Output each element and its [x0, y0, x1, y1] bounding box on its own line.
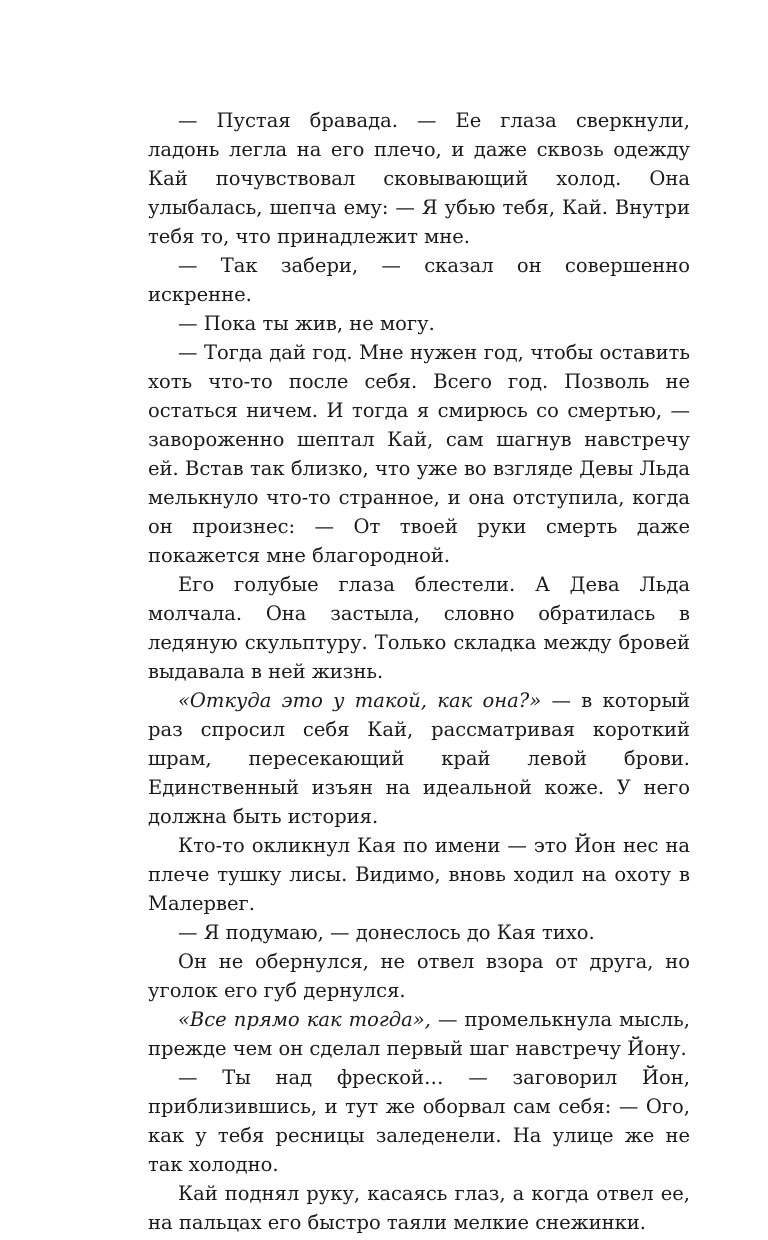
paragraph — [148, 918, 690, 947]
paragraph-text: — Я подумаю, — донеслось до Кая тихо. — [178, 921, 595, 944]
italic-thought: «Все прямо как тогда», — [178, 1008, 431, 1031]
paragraph-text: Его голубые глаза блестели. А Дева Льда молчала. Она застыла, словно обратилась в ледяную скульптуру. Только складка между бровей выдавала в ней жизнь. — [148, 573, 690, 683]
paragraph-text: — Так забери, — сказал он совершенно искренне. — [148, 254, 690, 306]
paragraph — [148, 251, 690, 309]
paragraph — [148, 947, 690, 1005]
book-page-text — [148, 106, 690, 1237]
paragraph — [148, 1005, 690, 1063]
italic-thought: «Откуда это у такой, как она?» — [178, 689, 542, 712]
paragraph-text: Кто-то окликнул Кая по имени — это Йон нес на плече тушку лисы. Видимо, вновь ходил на охоту в Малервег. — [148, 834, 690, 915]
paragraph-text: Он не обернулся, не отвел взора от друга, но уголок его губ дернулся. — [148, 950, 690, 1002]
paragraph-text: — Тогда дай год. Мне нужен год, чтобы оставить хоть что-то после себя. Всего год. Позволь не остаться ничем. И тогда я смирюсь со смертью, — завороженно шептал Кай, сам шагнув навстречу ей. Встав так близко, что уже во взгляде Девы Льда мелькнуло что-то странное, и она отступила, когда он произнес: — От твоей руки смерть даже покажется мне благородной. — [148, 341, 690, 567]
paragraph — [148, 309, 690, 338]
paragraph — [148, 1179, 690, 1237]
paragraph-text: — Ты над фреской… — заговорил Йон, приблизившись, и тут же оборвал сам себя: — Ого, как у тебя ресницы заледенели. На улице же не так холодно. — [148, 1066, 690, 1176]
paragraph — [148, 831, 690, 918]
paragraph-text: Кай поднял руку, касаясь глаз, а когда отвел ее, на пальцах его быстро таяли мелкие снежинки. — [148, 1182, 690, 1234]
paragraph — [148, 338, 690, 570]
paragraph — [148, 570, 690, 686]
paragraph — [148, 686, 690, 831]
paragraph — [148, 1063, 690, 1179]
paragraph-text: — Пока ты жив, не могу. — [178, 312, 435, 335]
paragraph-text: — в который раз спросил себя Кай, рассматривая короткий шрам, пересекающий край левой брови. Единственный изъян на идеальной коже. У него должна быть история. — [148, 689, 691, 828]
paragraph — [148, 106, 690, 251]
paragraph-text: — Пустая бравада. — Ее глаза сверкнули, ладонь легла на его плечо, и даже сквозь одежду Кай почувствовал сковывающий холод. Она улыбалась, шепча ему: — Я убью тебя, Кай. Внутри тебя то, что принадлежит мне. — [148, 109, 690, 248]
paragraph-text: — промелькнула мысль, прежде чем он сделал первый шаг навстречу Йону. — [148, 1008, 690, 1060]
